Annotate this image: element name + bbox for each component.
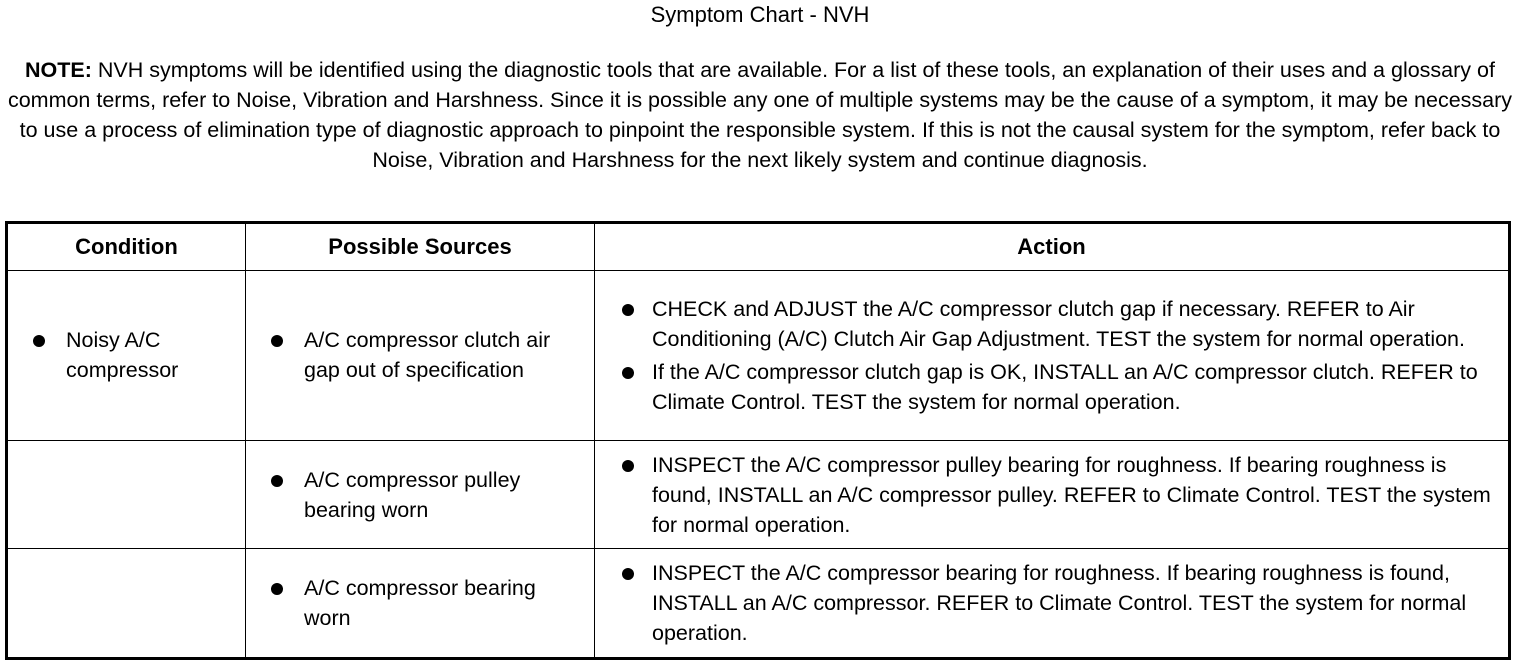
bullet-icon (622, 568, 634, 580)
condition-item (8, 325, 245, 385)
bullet-icon (622, 460, 634, 472)
source-cell (246, 440, 595, 549)
source-item (246, 325, 594, 385)
table-header-row (7, 223, 1510, 271)
header-condition: Condition (7, 223, 246, 271)
source-text: A/C compressor clutch air gap out of specification (304, 328, 551, 383)
condition-cell (7, 271, 246, 441)
action-text: INSPECT the A/C compressor bearing for roughness. If bearing roughness is found, INSTALL an A/C compressor. REFER to Climate Control. TEST the system for normal operation. (652, 561, 1467, 646)
bullet-icon (622, 367, 634, 379)
source-item (246, 465, 594, 525)
header-possible-sources: Possible Sources (246, 223, 595, 271)
action-cell (595, 271, 1510, 441)
source-cell (246, 549, 595, 659)
note-text: NVH symptoms will be identified using the diagnostic tools that are available. For a list of these tools, an explanation of their uses and a glossary of common terms, refer to Noise, Vibration and Harshness. Since it is possible any one of multiple systems may be the cause of a symptom, it may be necessary to use a process of elimination type of diagnostic approach to pinpoint the responsible system. If this is not the causal system for the symptom, refer back to Noise, Vibration and Harshness for the next likely system and continue diagnosis. (7, 58, 1513, 172)
page-title: Symptom Chart - NVH (650, 2, 870, 27)
action-text: If the A/C compressor clutch gap is OK, INSTALL an A/C compressor clutch. REFER to Climate Control. TEST the system for normal operation. (652, 359, 1478, 414)
action-item (595, 558, 1508, 648)
bullet-icon (622, 304, 634, 316)
action-text: INSPECT the A/C compressor pulley bearing for roughness. If bearing roughness is found, INSTALL an A/C compressor pulley. REFER to Climate Control. TEST the system for normal operation. (652, 452, 1491, 537)
source-item (246, 573, 594, 633)
action-cell (595, 440, 1510, 549)
bullet-icon (271, 475, 283, 487)
condition-text: Noisy A/C compressor (66, 328, 179, 383)
bullet-icon (271, 583, 283, 595)
action-cell (595, 549, 1510, 659)
header-action: Action (595, 223, 1510, 271)
table-row (7, 440, 1510, 549)
table-row (7, 271, 1510, 441)
note-label: NOTE: (25, 58, 92, 82)
note-paragraph (0, 55, 1520, 175)
symptom-chart-table (5, 221, 1511, 660)
source-text: A/C compressor bearing worn (304, 576, 536, 631)
source-cell (246, 271, 595, 441)
source-text: A/C compressor pulley bearing worn (304, 467, 521, 522)
table-row (7, 549, 1510, 659)
condition-cell (7, 440, 246, 549)
bullet-icon (271, 335, 283, 347)
condition-cell (7, 549, 246, 659)
bullet-icon (33, 335, 45, 347)
action-item (595, 357, 1508, 417)
action-item (595, 294, 1508, 354)
action-text: CHECK and ADJUST the A/C compressor clutch gap if necessary. REFER to Air Conditioning (A/C) Clutch Air Gap Adjustment. TEST the system for normal operation. (652, 296, 1465, 351)
action-item (595, 450, 1508, 540)
